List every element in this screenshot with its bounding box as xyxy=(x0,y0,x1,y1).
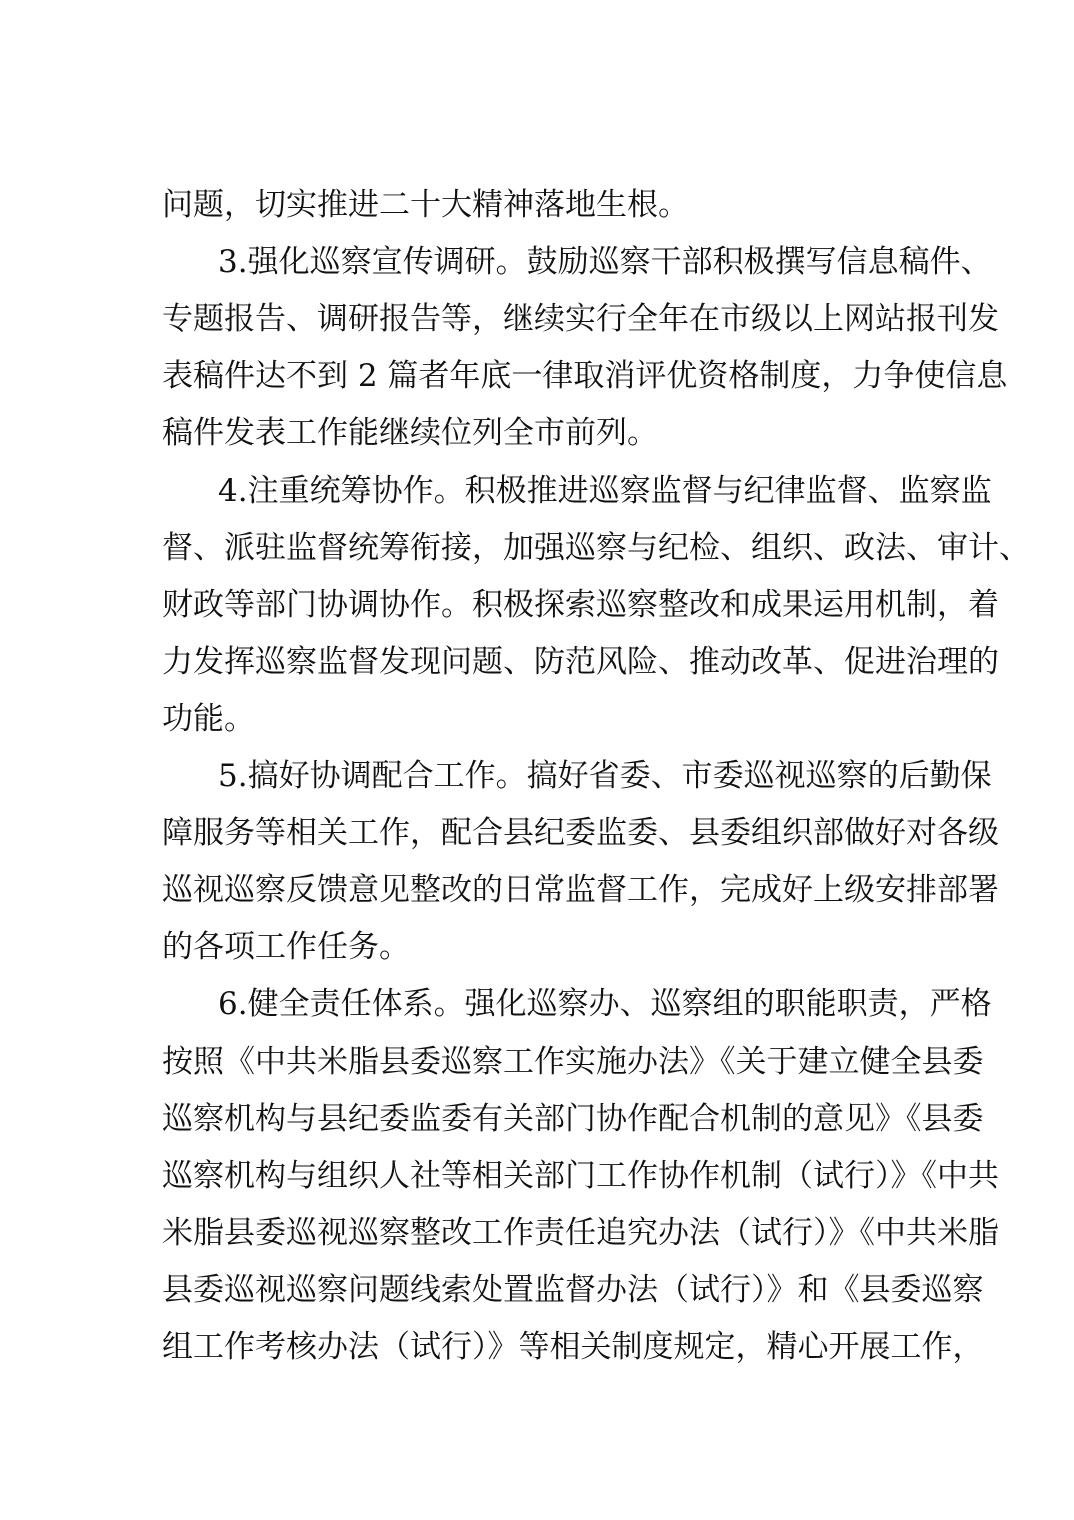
text-line: 稿件发表工作能继续位列全市前列。 xyxy=(162,415,658,451)
text-line: 的各项工作任务。 xyxy=(162,929,410,965)
text-line: 组工作考核办法（试行）》等相关制度规定，精心开展工作， xyxy=(162,1329,984,1365)
text-line: 巡察机构与县纪委监委有关部门协作配合机制的意见》《县委 xyxy=(162,1101,984,1137)
text-line: 巡视巡察反馈意见整改的日常监督工作，完成好上级安排部署 xyxy=(162,872,999,908)
text-line: 6.健全责任体系。强化巡察办、巡察组的职能职责，严格 xyxy=(218,986,992,1022)
text-line: 按照《中共米脂县委巡察工作实施办法》《关于建立健全县委 xyxy=(162,1044,984,1080)
text-line: 财政等部门协调协作。积极探索巡察整改和成果运用机制，着 xyxy=(162,587,999,623)
text-line: 督、派驻监督统筹衔接，加强巡察与纪检、组织、政法、审计、 xyxy=(162,530,1030,566)
text-line: 功能。 xyxy=(162,701,255,737)
text-line: 力发挥巡察监督发现问题、防范风险、推动改革、促进治理的 xyxy=(162,644,999,680)
text-line: 障服务等相关工作，配合县纪委监委、县委组织部做好对各级 xyxy=(162,815,999,851)
text-line: 5.搞好协调配合工作。搞好省委、市委巡视巡察的后勤保 xyxy=(218,758,992,794)
text-line: 3.强化巡察宣传调研。鼓励巡察干部积极撰写信息稿件、 xyxy=(218,244,992,280)
text-line: 县委巡视巡察问题线索处置监督办法（试行）》和《县委巡察 xyxy=(162,1272,984,1308)
text-line: 巡察机构与组织人社等相关部门工作协作机制（试行）》《中共 xyxy=(162,1158,999,1194)
text-line: 专题报告、调研报告等，继续实行全年在市级以上网站报刊发 xyxy=(162,301,999,337)
text-line: 表稿件达不到 2 篇者年底一律取消评优资格制度，力争使信息 xyxy=(162,358,1008,394)
text-line: 4.注重统筹协作。积极推进巡察监督与纪律监督、监察监 xyxy=(218,473,992,509)
text-line: 问题，切实推进二十大精神落地生根。 xyxy=(162,187,689,223)
text-line: 米脂县委巡视巡察整改工作责任追究办法（试行）》《中共米脂 xyxy=(162,1215,999,1251)
